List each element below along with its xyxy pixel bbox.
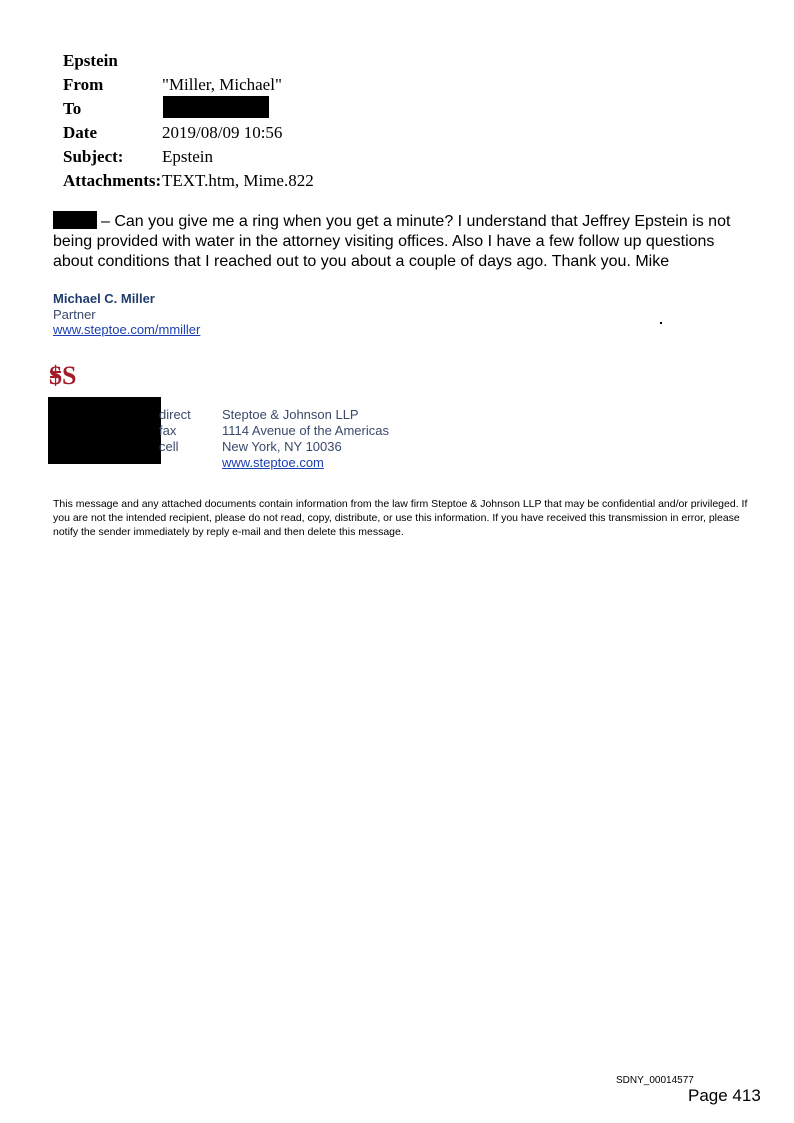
attachments-label: Attachments: xyxy=(63,171,162,190)
email-body xyxy=(53,211,753,272)
contact-address-line1: 1114 Avenue of the Americas xyxy=(222,423,389,438)
email-body-text: – Can you give me a ring when you get a minute? I understand that Jeffrey Epstein is not being provided with water in the attorney visiting offices. Also I have a few follow up questions about conditions that I reached out to you about a couple of days ago. Thank you. Mike xyxy=(53,213,731,270)
steptoe-logo-icon xyxy=(48,360,78,388)
from-value: "Miller, Michael" xyxy=(162,75,282,94)
attachments-value: TEXT.htm, Mime.822 xyxy=(162,171,314,190)
contact-website-row xyxy=(222,455,324,470)
contact-label-fax: fax xyxy=(159,423,177,438)
email-title: Epstein xyxy=(63,51,118,70)
recipient-redaction xyxy=(53,211,97,229)
signature-link[interactable]: www.steptoe.com/mmiller xyxy=(53,322,201,337)
stray-dot xyxy=(660,322,662,324)
page-number: Page 413 xyxy=(688,1086,761,1105)
subject-value: Epstein xyxy=(162,147,213,166)
signature-title: Partner xyxy=(53,307,96,322)
contact-firm: Steptoe & Johnson LLP xyxy=(222,407,359,422)
from-label: From xyxy=(63,75,104,94)
confidentiality-disclaimer: This message and any attached documents contain information from the law firm Steptoe & Johnson LLP that may be confidential and/or privileged. If you are not the intended recipient, please do not read, copy, distribute, or use this information. If you have received this transmission in error, please notify the sender immediately by reply e-mail and then delete this message. xyxy=(53,498,748,538)
bates-number: SDNY_00014577 xyxy=(616,1075,694,1086)
contact-label-direct: direct xyxy=(159,407,191,422)
phone-numbers-redaction xyxy=(48,397,161,464)
to-label: To xyxy=(63,99,82,118)
contact-label-cell: cell xyxy=(159,439,179,454)
contact-address-line2: New York, NY 10036 xyxy=(222,439,342,454)
to-redaction xyxy=(163,96,269,118)
date-label: Date xyxy=(63,123,97,142)
date-value: 2019/08/09 10:56 xyxy=(162,123,283,142)
contact-website-link[interactable]: www.steptoe.com xyxy=(222,455,324,470)
signature-name: Michael C. Miller xyxy=(53,291,155,306)
svg-text:$S: $S xyxy=(49,361,77,388)
subject-label: Subject: xyxy=(63,147,124,166)
